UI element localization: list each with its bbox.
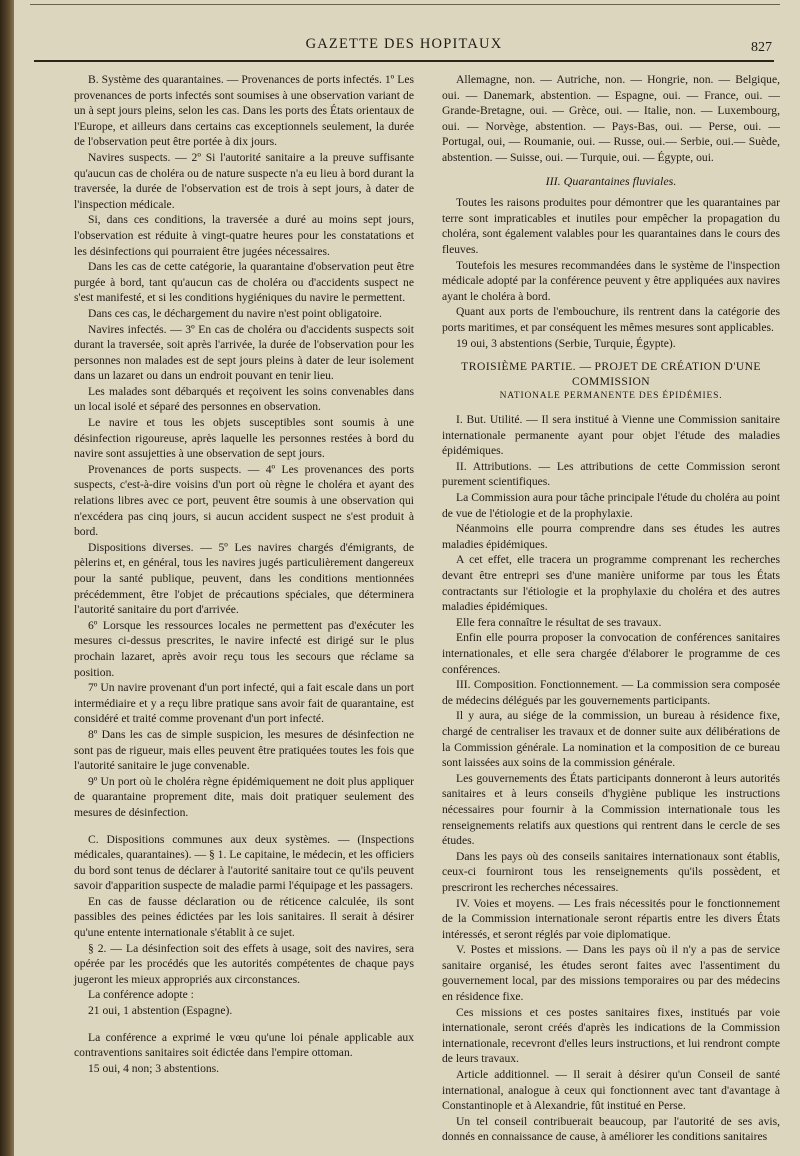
paragraph: Les gouvernements des États participants donneront à leurs autorités sanitaires et à leurs conseils d'hygiène publique les instructions nécessaires pour fournir à la Commission internationale tous les renseignements relatifs aux questions qui rentrent dans le cercle de ses études.: [442, 771, 780, 848]
paragraph: IV. Voies et moyens. — Les frais nécessités pour le fonctionnement de la Commission internationale seront répartis entre les divers États intéressés, et seront réglés par voie diplomatique.: [442, 896, 780, 941]
section-heading: III. Quarantaines fluviales.: [545, 173, 677, 188]
paragraph: I. But. Utilité. — Il sera institué à Vienne une Commission sanitaire internationale permanente ayant pour objet l'étude des maladies épidémiques.: [442, 413, 780, 458]
part-subtitle-line2: NATIONALE PERMANENTE DES ÉPIDÉMIES.: [499, 391, 723, 402]
paragraph: Si, dans ces conditions, la traversée a duré au moins sept jours, l'observation est réduite à vingt-quatre heures pour les constatations et les désinfections qui pourraient être jugées nécessaires.: [74, 213, 414, 258]
top-rule: [30, 4, 780, 5]
paragraph: Dans les cas de cette catégorie, la quarantaine d'observation peut être purgée à bord, tant qu'aucun cas de choléra ou d'accidents suspect ne s'est manifesté, et si les conditions hygiéniques du navire le permettent.: [74, 260, 414, 305]
paragraph: Dans les pays où des conseils sanitaires internationaux sont établis, ceux-ci fourniront tous les renseignements qu'ils possèdent, et prescriront les recherches nécessaires.: [442, 849, 780, 894]
part-heading: [442, 359, 780, 404]
paragraph: Dispositions diverses. — 5º Les navires chargés d'émigrants, de pèlerins et, en général, tous les navires jugés particulièrement dangereux pour la santé publique, peuvent, dans les conditions mentionnées précédemment, être l'objet de précautions spéciales, que déterminera l'autorité sanitaire du port d'arrivée.: [74, 540, 414, 617]
vote-result: 15 oui, 4 non; 3 abstentions.: [88, 1061, 220, 1075]
vote-result: 19 oui, 3 abstentions (Serbie, Turquie, Égypte).: [456, 336, 676, 350]
paragraph: § 2. — La désinfection soit des effets à usage, soit des navires, sera opérée par les procédés que les autorités compétentes de chaque pays jugeront les mieux appropriés aux circonstances.: [74, 941, 414, 986]
paragraph: Navires infectés. — 3º En cas de choléra ou d'accidents suspects soit durant la traversée, soit après l'arrivée, la durée de l'observation pour les personnes non malades est de sept jours pleins à dater de leur isolement dans un lazaret ou dans un endroit pouvant en tenir lieu.: [74, 322, 414, 383]
paragraph: 9º Un port où le choléra règne épidémiquement ne doit plus appliquer de quarantaine proprement dite, mais doit pratiquer seulement des mesures de désinfection.: [74, 774, 414, 819]
paragraph: La conférence adopte :: [88, 988, 194, 1002]
paragraph: A cet effet, elle tracera un programme comprenant les recherches devant être entrepri ses d'une manière uniforme par tous les États contractants sur l'étiologie et la prophylaxie du choléra et des autres maladies épidémiques.: [442, 553, 780, 614]
paragraph: Provenances de ports suspects. — 4º Les provenances des ports suspects, c'est-à-dire voisins d'un port où règne le choléra et ayant des relations libres avec ce port, peuvent être soumis à une observation qui n'excédera pas cinq jours, si aucun accident suspect ne s'est produit à bord.: [74, 462, 414, 539]
paragraph: Ces missions et ces postes sanitaires fixes, institués par voie internationale, seront créés d'après les indications de la Commission internationale, recevront d'elles leurs instructions, et lui rendront compte de leurs travaux.: [442, 1005, 780, 1066]
paragraph: Navires suspects. — 2º Si l'autorité sanitaire a la preuve suffisante qu'aucun cas de choléra ou de nature suspecte n'a eu lieu à bord durant la traversée, la durée de l'observation est de trois à sept jours, à dater de l'inspection médicale.: [74, 150, 414, 211]
paragraph: Article additionnel. — Il serait à désirer qu'un Conseil de santé international, analogue à ceux qui fonctionnent avec tant d'avantage à Constantinople et à Alexandrie, fût institué en Perse.: [442, 1068, 780, 1113]
page-header: [34, 30, 774, 62]
paragraph: V. Postes et missions. — Dans les pays où il n'y a pas de service sanitaire organisé, les études seront faites avec l'assentiment du gouvernement local, par des missions temporaires ou par des médecins en résidence fixe.: [442, 943, 780, 1004]
paragraph: Allemagne, non. — Autriche, non. — Hongrie, non. — Belgique, oui. — Danemark, abstention. — Espagne, oui. — France, oui. — Grande-Bretagne, oui. — Grèce, oui. — Italie, non. — Luxembourg, oui. — Norvège, abstention. — Pays-Bas, oui. — Perse, oui. — Portugal, oui, — Roumanie, oui. — Russe, oui.— Serbie, oui.— Suède, abstention. — Suisse, oui. — Turquie, oui. — Égypte, oui.: [442, 73, 780, 164]
paragraph: Elle fera connaître le résultat de ses travaux.: [456, 615, 662, 629]
paragraph: Le navire et tous les objets susceptibles sont soumis à une désinfection rigoureuse, après laquelle les personnes restées à bord du navire sont assujetties à une observation de sept jours.: [74, 416, 414, 461]
paragraph: 6º Lorsque les ressources locales ne permettent pas d'exécuter les mesures ci-dessus prescrites, le navire infecté est dirigé sur le plus prochain lazaret, après avoir reçu tous les secours que réclame sa position.: [74, 618, 414, 679]
vote-result: 21 oui, 1 abstention (Espagne).: [88, 1004, 233, 1018]
paragraph: Dans ces cas, le déchargement du navire n'est point obligatoire.: [88, 306, 382, 320]
left-column: [74, 72, 414, 1150]
paragraph: Enfin elle pourra proposer la convocation de conférences sanitaires internationales, et elle sera chargée d'élaborer le programme de ces conférences.: [442, 631, 780, 676]
paragraph: C. Dispositions communes aux deux systèmes. — (Inspections médicales, quarantaines). — § 1. Le capitaine, le médecin, et les officiers du bord sont tenus de déclarer à l'autorité sanitaire tout ce qu'ils peuvent savoir d'apparition suspecte de maladie parmi l'équipage et les passagers.: [74, 832, 414, 893]
paragraph: Néanmoins elle pourra comprendre dans ses études les autres maladies épidémiques.: [442, 522, 780, 551]
paragraph: Un tel conseil contribuerait beaucoup, par l'autorité de ses avis, donnés en connaissance de cause, à améliorer les conditions sanitaires: [442, 1114, 780, 1144]
paragraph: Quant aux ports de l'embouchure, ils rentrent dans la catégorie des ports maritimes, et par conséquent les mêmes mesures sont applicables.: [442, 305, 780, 334]
paragraph: 8º Dans les cas de simple suspicion, les mesures de désinfection ne sont pas de rigueur, mais elles peuvent être pratiquées toutes les fois que l'autorité sanitaire le juge convenable.: [74, 727, 414, 773]
part-subtitle: PROJET DE CRÉATION D'UNE COMMISSION: [571, 360, 761, 389]
paragraph: Les malades sont débarqués et reçoivent les soins convenables dans un local isolé et séparé des personnes en observation.: [74, 384, 414, 414]
part-title: TROISIÈME PARTIE. —: [461, 360, 592, 374]
book-spine: [0, 0, 14, 1156]
page-number: 827: [751, 40, 772, 55]
paragraph: La conférence a exprimé le vœu qu'une loi pénale applicable aux contraventions sanitaires soit édictée dans l'empire ottoman.: [74, 1030, 414, 1060]
paragraph: II. Attributions. — Les attributions de cette Commission seront purement scientifiques.: [442, 459, 780, 489]
paragraph: La Commission aura pour tâche principale l'étude du choléra au point de vue de l'étiologie et de la prophylaxie.: [442, 491, 780, 520]
newspaper-page: [14, 0, 800, 1156]
right-column: [442, 72, 780, 1150]
paragraph: Toutes les raisons produites pour démontrer que les quarantaines par terre sont impraticables et inutiles pour empêcher la propagation du choléra, sont également valables pour les quarantaines dans le cours des fleuves.: [442, 196, 780, 256]
paragraph: 7º Un navire provenant d'un port infecté, qui a fait escale dans un port intermédiaire et y a reçu libre pratique sans avoir fait de quarantaine, est considéré et traité comme provenant d'un port infecté.: [74, 681, 414, 726]
paragraph: Il y aura, au siége de la commission, un bureau à résidence fixe, chargé de centraliser les travaux et de donner suite aux délibérations de la Commission générale. La nomination et la composition de ce bureau sont laissées aux soins de la commission générale.: [442, 709, 780, 770]
paragraph: Toutefois les mesures recommandées dans le système de l'inspection médicale adopté par la conférence peuvent y être appliquées aux navires ayant le choléra à bord.: [442, 258, 780, 303]
running-title: GAZETTE DES HOPITAUX: [305, 36, 503, 52]
paragraph: En cas de fausse déclaration ou de réticence calculée, ils sont passibles des peines édictées par les lois sanitaires. Il serait à désirer qu'une entente internationale s'établit à ce sujet.: [74, 894, 414, 940]
paragraph: B. Système des quarantaines. — Provenances de ports infectés. 1º Les provenances de ports infectés sont soumises à une observation variant de un à sept jours pleins, selon les cas. Dans les ports des États orientaux de l'Europe, et ailleurs dans certains cas exceptionnels seulement, la durée de l'observation peut être portée à dix jours.: [74, 73, 414, 149]
paragraph: III. Composition. Fonctionnement. — La commission sera composée de médecins délégués par les gouvernements participants.: [442, 678, 780, 707]
